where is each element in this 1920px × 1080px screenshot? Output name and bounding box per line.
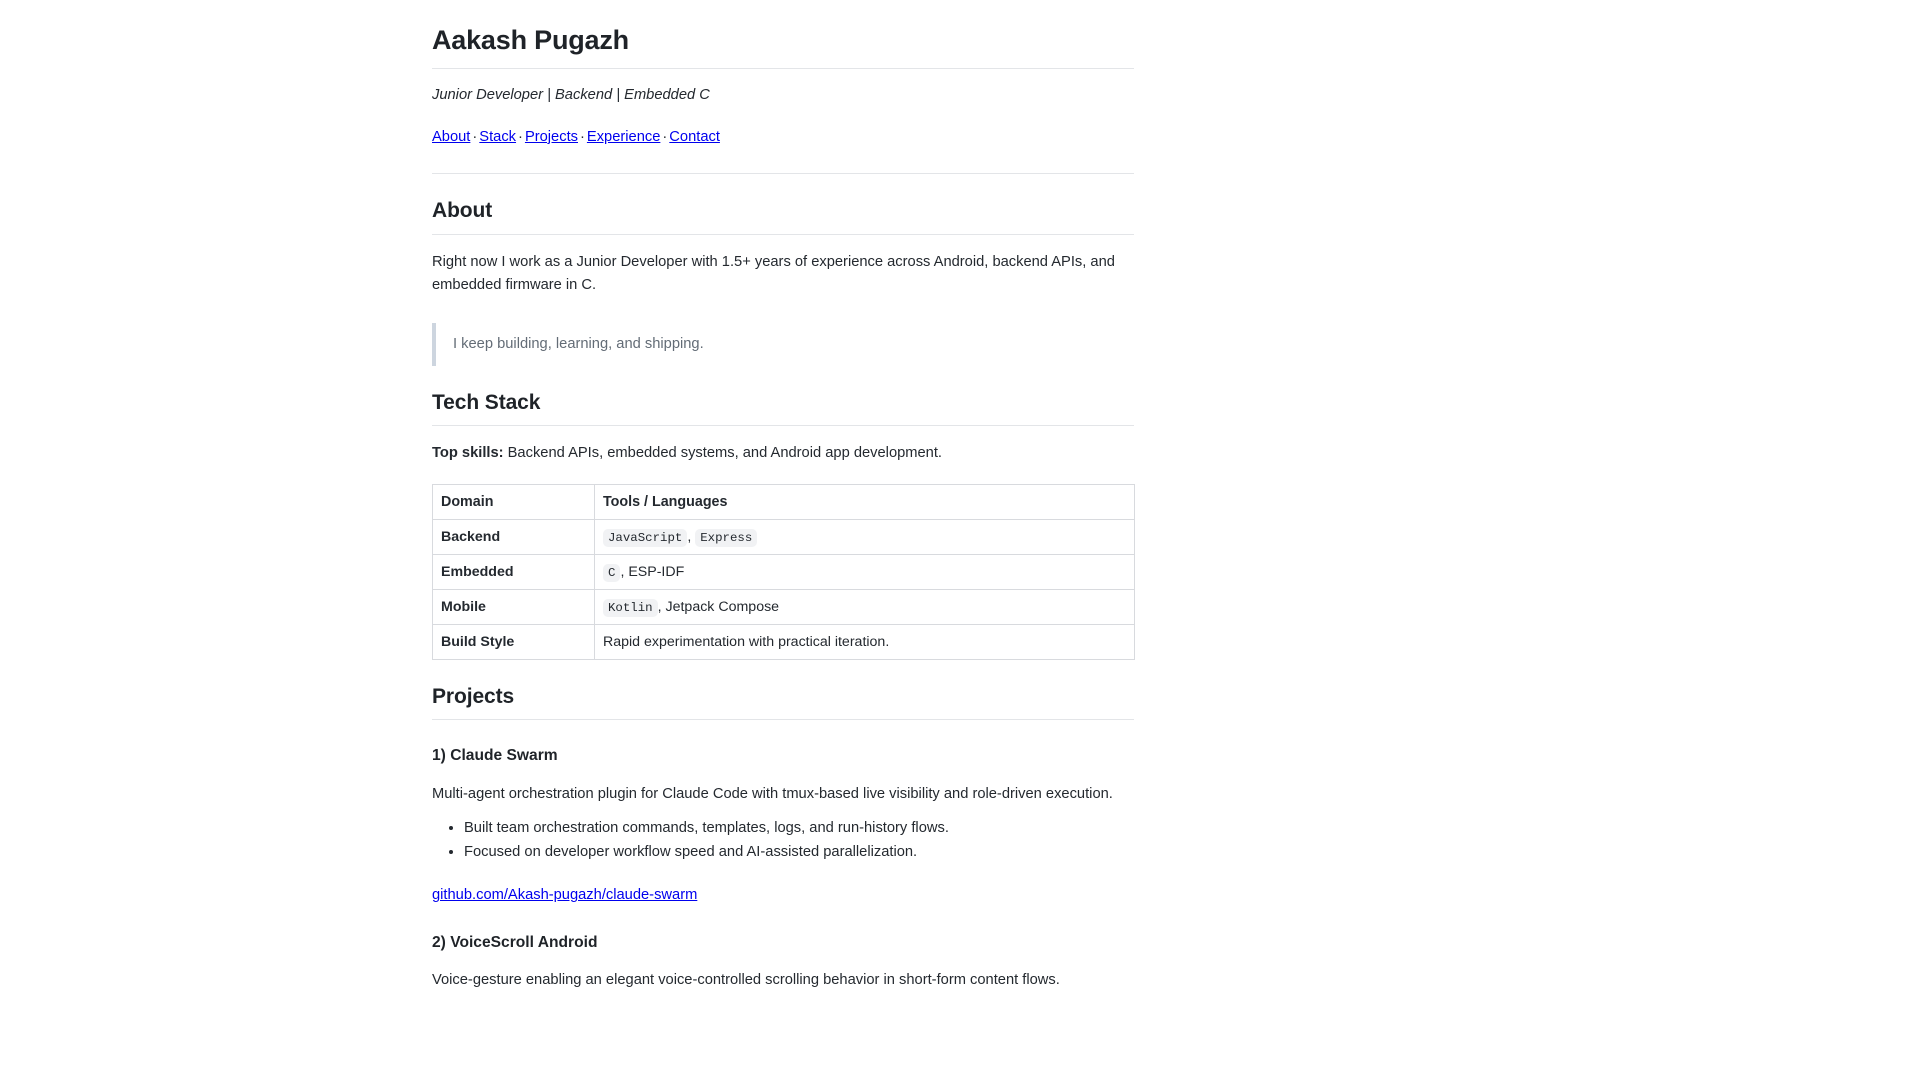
top-skills-text: Backend APIs, embedded systems, and Android app development. — [507, 445, 943, 462]
project-title-2: 2) VoiceScroll Android — [432, 934, 598, 952]
table-cell-domain: Embedded — [433, 555, 595, 590]
table-header-tools: Tools / Languages — [595, 485, 1135, 520]
section-heading-projects: Projects — [432, 684, 1134, 720]
nav-link-projects[interactable]: Projects — [524, 128, 578, 145]
table-header-domain: Domain — [433, 485, 595, 520]
project-title-1: 1) Claude Swarm — [432, 747, 558, 765]
inline-code: C — [603, 564, 620, 582]
top-skills-label: Top skills: — [432, 445, 504, 462]
table-cell-tools — [595, 590, 1135, 625]
table-row — [433, 590, 1135, 625]
tech-stack-table-body — [433, 520, 1135, 660]
top-skills-line — [432, 442, 1134, 465]
table-cell-tools — [595, 520, 1135, 555]
table-row — [433, 555, 1135, 590]
about-blockquote-text: I keep building, learning, and shipping. — [453, 335, 704, 352]
nav-separator: · — [662, 128, 668, 145]
section-heading-tech-stack: Tech Stack — [432, 390, 1134, 426]
about-paragraph: Right now I work as a Junior Developer with 1.5+ years of experience across Android, backend APIs, and embedded firmware in C. — [432, 253, 1115, 293]
primary-nav — [432, 126, 1134, 149]
table-cell-domain: Mobile — [433, 590, 595, 625]
table-cell-tools — [595, 555, 1135, 590]
project-link-line-1 — [432, 884, 1134, 907]
project-repo-link-1[interactable]: github.com/Akash-pugazh/claude-swarm — [432, 887, 698, 904]
list-item: • Built team orchestration commands, templates, logs, and run-history flows. — [464, 818, 1134, 839]
nav-link-stack[interactable]: Stack — [479, 128, 517, 145]
inline-code: JavaScript — [603, 529, 687, 547]
header-divider — [432, 173, 1134, 174]
table-cell-text: , — [687, 529, 696, 546]
about-blockquote — [432, 323, 1134, 366]
project-description-1: Multi-agent orchestration plugin for Claude Code with tmux-based live visibility and role-driven execution. — [432, 785, 1113, 802]
nav-link-contact[interactable]: Contact — [669, 128, 720, 145]
table-cell-domain: Build Style — [433, 625, 595, 660]
table-cell-tools — [595, 625, 1135, 660]
nav-separator: · — [580, 128, 585, 145]
table-cell-domain: Backend — [433, 520, 595, 555]
table-cell-text: , ESP-IDF — [620, 564, 685, 581]
page-title: Aakash Pugazh — [432, 24, 1134, 69]
inline-code: Kotlin — [603, 599, 658, 617]
nav-link-about[interactable]: About — [432, 128, 471, 145]
nav-link-experience[interactable]: Experience — [586, 128, 661, 145]
nav-separator: · — [518, 128, 523, 145]
project-description-2: Voice-gesture enabling an elegant voice-controlled scrolling behavior in short-form content flows. — [432, 972, 1060, 989]
table-header-row — [433, 485, 1135, 520]
section-heading-about: About — [432, 198, 1134, 234]
inline-code: Express — [695, 529, 757, 547]
table-cell-text: , Jetpack Compose — [657, 599, 780, 616]
nav-separator: · — [472, 128, 478, 145]
project-bullets-1 — [432, 818, 1134, 864]
document-content-column — [432, 0, 1134, 992]
table-cell-text: Rapid experimentation with practical iteration. — [603, 634, 890, 651]
list-item: • Focused on developer workflow speed and AI-assisted parallelization. — [464, 842, 1134, 863]
table-row — [433, 520, 1135, 555]
tagline: Junior Developer | Backend | Embedded C — [432, 86, 710, 103]
table-row — [433, 625, 1135, 660]
tech-stack-table — [432, 484, 1135, 660]
